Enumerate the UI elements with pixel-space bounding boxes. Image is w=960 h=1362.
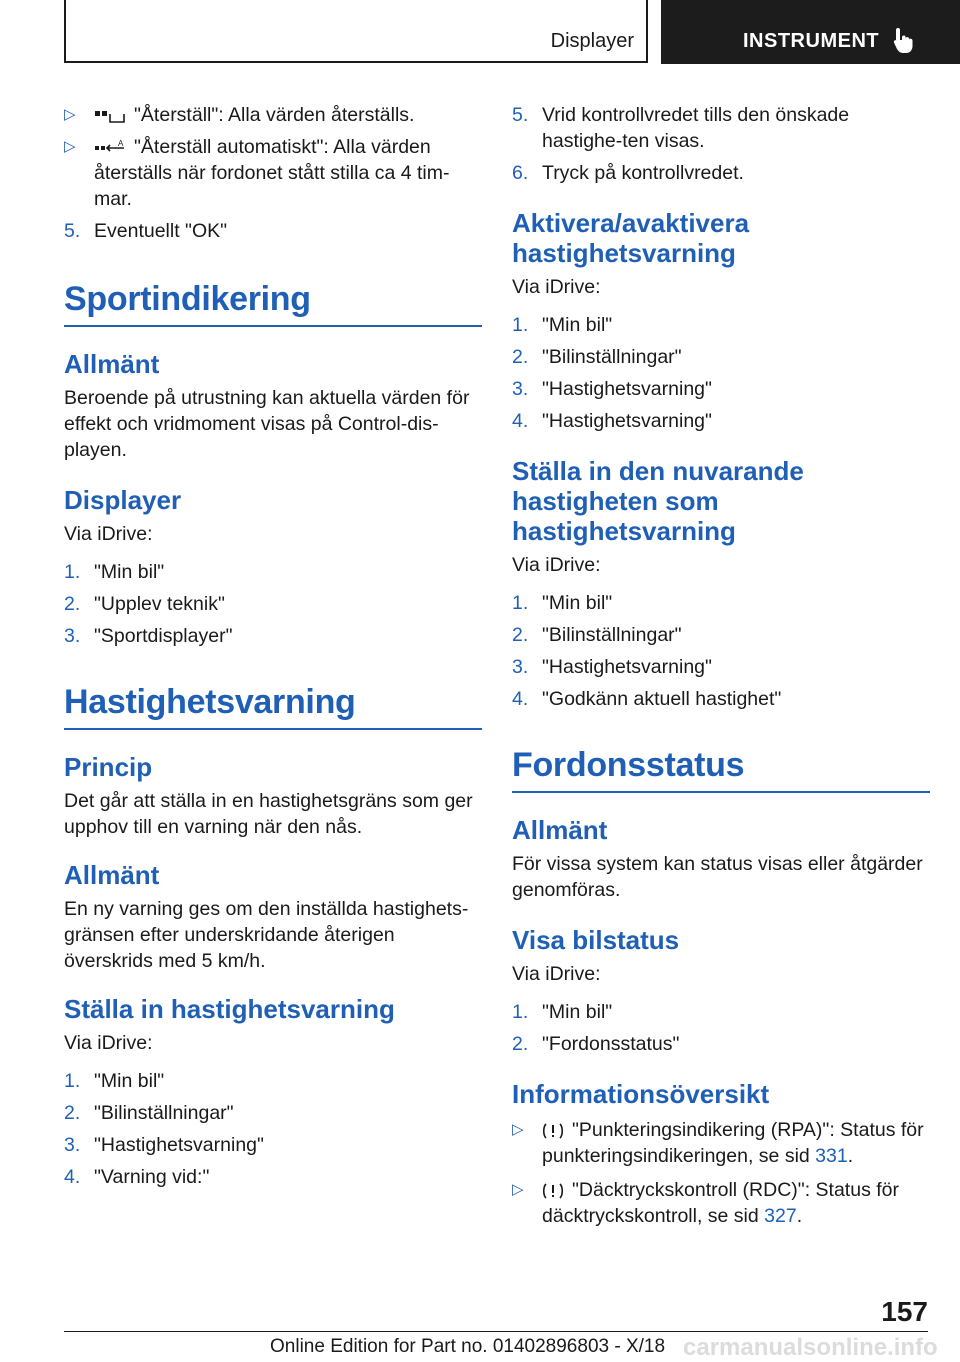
step-number: 3. (64, 1134, 81, 1156)
list-item (64, 1100, 482, 1126)
step-number: 2. (512, 1033, 529, 1055)
subsection-title: Displayer (64, 485, 182, 515)
info-text: "Punkteringsindikering (RPA)": Status för punkteringsindikeringen, se sid (542, 1119, 924, 1167)
step-text: "Hastighetsvarning" (542, 378, 712, 400)
subsection-title: Allmänt (512, 815, 608, 845)
list-item (64, 134, 482, 212)
step-text: "Fordonsstatus" (542, 1033, 680, 1055)
step-number: 2. (64, 593, 81, 615)
subsection-title: Ställa in hastighetsvarning (64, 994, 395, 1024)
step-text: "Hastighetsvarning" (94, 1134, 264, 1156)
list-item (64, 218, 482, 244)
step-number: 6. (512, 162, 529, 184)
list-item (512, 1177, 930, 1229)
list-item (64, 1132, 482, 1158)
step-number: 5. (512, 104, 529, 126)
list-item (64, 102, 482, 128)
subsection-title: Informationsöversikt (512, 1079, 770, 1109)
list-item (512, 408, 930, 434)
bullet-triangle: ▷ (512, 1181, 524, 1198)
info-end: . (847, 1145, 854, 1167)
list-item (64, 591, 482, 617)
step-number: 4. (512, 688, 529, 710)
header-chapter-tab[interactable] (661, 0, 960, 64)
step-number: 2. (512, 624, 529, 646)
list-item (512, 590, 930, 616)
reset-text: "Återställ": Alla värden återställs. (134, 104, 415, 126)
list-item (512, 102, 930, 154)
step-number: 3. (512, 656, 529, 678)
step-text: Vrid kontrollvredet tills den önskade hastighe-ten visas. (542, 104, 850, 152)
step-number: 3. (64, 625, 81, 647)
list-item (512, 344, 930, 370)
hand-pointer-icon (893, 26, 917, 54)
step-text: "Upplev teknik" (94, 593, 225, 615)
bullet-triangle: ▷ (512, 1121, 524, 1138)
paragraph: Det går att ställa in en hastighetsgräns som ger upphov till en varning när den nås. (64, 790, 473, 838)
header-chapter-label: INSTRUMENT (743, 30, 880, 52)
step-text: Eventuellt "OK" (94, 220, 228, 242)
list-item (64, 1164, 482, 1190)
step-text: "Hastighetsvarning" (542, 410, 712, 432)
section-title-status: Fordonsstatus (512, 746, 930, 793)
header-section-label: Displayer (550, 30, 634, 52)
list-item (512, 1031, 930, 1057)
bullet-triangle: ▷ (64, 138, 76, 155)
section-title-speed: Hastighetsvarning (64, 683, 482, 730)
subsection-title: Ställa in den nuvarande hastigheten som hastighetsvarning (512, 456, 804, 546)
subsection-title: Visa bilstatus (512, 925, 680, 955)
page-link[interactable]: 331 (815, 1145, 848, 1167)
list-item (512, 160, 930, 186)
step-number: 1. (64, 1070, 81, 1092)
step-text: "Min bil" (542, 314, 613, 336)
page-number: 157 (881, 1296, 928, 1327)
step-number: 4. (512, 410, 529, 432)
reset-icon (94, 108, 126, 124)
paragraph: För vissa system kan status visas eller åtgärder genomföras. (512, 853, 923, 901)
list-item (512, 376, 930, 402)
watermark: carmanualsonline.info (683, 1334, 938, 1361)
step-text: "Min bil" (94, 1070, 165, 1092)
step-text: "Min bil" (94, 561, 165, 583)
page-link[interactable]: 327 (764, 1205, 797, 1227)
list-item (64, 1068, 482, 1094)
step-number: 1. (512, 592, 529, 614)
list-item (512, 312, 930, 338)
list-item (512, 686, 930, 712)
bullet-triangle: ▷ (64, 106, 76, 123)
footer-edition: Online Edition for Part no. 01402896803 - X/18 (270, 1336, 666, 1357)
step-number: 4. (64, 1166, 81, 1188)
auto-reset-icon (94, 140, 126, 156)
list-item (512, 999, 930, 1025)
paragraph: Via iDrive: (512, 554, 601, 576)
right-column (512, 96, 930, 1229)
list-item (64, 623, 482, 649)
footer-divider (64, 1331, 864, 1332)
step-number: 2. (512, 346, 529, 368)
step-text: "Bilinställningar" (542, 346, 682, 368)
section-title-sport: Sportindikering (64, 280, 482, 327)
step-text: Tryck på kontrollvredet. (542, 162, 744, 184)
header-section-box (64, 0, 648, 63)
step-text: "Min bil" (542, 1001, 613, 1023)
warning-icon (542, 1181, 564, 1201)
list-item (512, 1117, 930, 1169)
info-end: . (796, 1205, 803, 1227)
step-text: "Bilinställningar" (542, 624, 682, 646)
subsection-title: Aktivera/avaktivera hastighetsvarning (512, 208, 750, 268)
step-text: "Varning vid:" (94, 1166, 210, 1188)
step-text: "Godkänn aktuell hastighet" (542, 688, 782, 710)
step-number: 1. (64, 561, 81, 583)
subsection-title: Princip (64, 752, 153, 782)
list-item (512, 654, 930, 680)
step-text: "Bilinställningar" (94, 1102, 234, 1124)
info-text: "Däcktryckskontroll (RDC)": Status för däcktryckskontroll, se sid (542, 1179, 899, 1227)
list-item (64, 559, 482, 585)
step-text: "Sportdisplayer" (94, 625, 233, 647)
step-number: 2. (64, 1102, 81, 1124)
paragraph: Beroende på utrustning kan aktuella värden för effekt och vridmoment visas på Control-dis-playen. (64, 387, 470, 461)
step-number: 5. (64, 220, 81, 242)
svg-text:A: A (118, 139, 124, 148)
step-text: "Hastighetsvarning" (542, 656, 712, 678)
left-column (64, 96, 482, 1190)
subsection-title: Allmänt (64, 349, 160, 379)
step-text: "Min bil" (542, 592, 613, 614)
list-item (512, 622, 930, 648)
step-number: 3. (512, 378, 529, 400)
paragraph: Via iDrive: (64, 523, 153, 545)
step-number: 1. (512, 1001, 529, 1023)
warning-icon (542, 1121, 564, 1141)
auto-reset-text: "Återställ automatiskt": Alla värden återställs när fordonet stått stilla ca 4 tim-mar. (94, 136, 450, 210)
subsection-title: Allmänt (64, 860, 160, 890)
paragraph: En ny varning ges om den inställda hastighets-gränsen efter underskridande återigen överskrids med 5 km/h. (64, 898, 469, 972)
step-number: 1. (512, 314, 529, 336)
paragraph: Via iDrive: (64, 1032, 153, 1054)
paragraph: Via iDrive: (512, 963, 601, 985)
footer-divider (864, 1331, 928, 1332)
paragraph: Via iDrive: (512, 276, 601, 298)
